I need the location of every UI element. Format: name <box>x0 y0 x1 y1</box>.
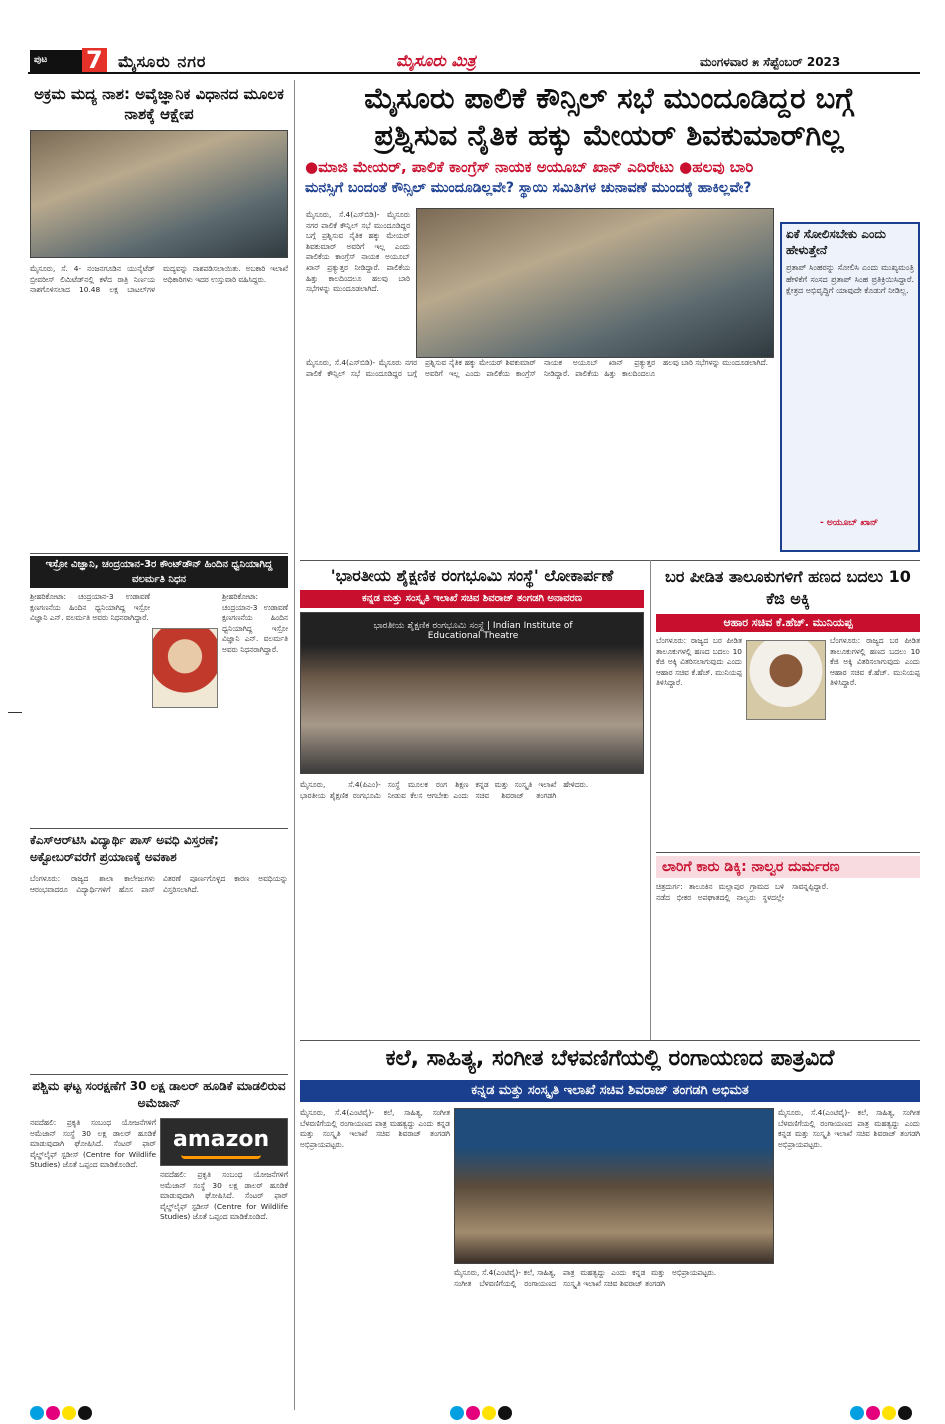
theatre-story-headline: 'ಭಾರತೀಯ ಶೈಕ್ಷಣಿಕ ರಂಗಭೂಮಿ ಸಂಸ್ಥೆ' ಲೋಕಾರ್ಪಣೆ <box>330 566 614 585</box>
side-box-signature: - ಅಯೂಬ್ ಖಾನ್ <box>820 518 879 528</box>
page-label: ಪುಟ <box>34 55 48 65</box>
isro-story-body-2: ಶ್ರೀಹರಿಕೋಟಾ: ಚಂದ್ರಯಾನ-3 ಉಡಾವಣೆ ಕ್ಷಣಗಣನೆಯ ಹಿಂದಿನ ಧ್ವನಿಯಾಗಿದ್ದ ಇಸ್ರೋ ವಿಜ್ಞಾನಿ ಎನ್. ವಲರ್ಮತಿ ಅವರು ನಿಧನರಾಗಿದ್ದಾರೆ. <box>222 592 288 654</box>
date-line: ಮಂಗಳವಾರ ೫ ಸೆಪ್ಟೆಂಬರ್ 2023 <box>700 55 841 69</box>
cmyk-black-dot-center <box>498 1406 512 1420</box>
isro-story-body: ಶ್ರೀಹರಿಕೋಟಾ: ಚಂದ್ರಯಾನ-3 ಉಡಾವಣೆ ಕ್ಷಣಗಣನೆಯ ಹಿಂದಿನ ಧ್ವನಿಯಾಗಿದ್ದ ಇಸ್ರೋ ವಿಜ್ಞಾನಿ ಎನ್. ವಲರ್ಮತಿ ಅವರು ನಿಧನರಾಗಿದ್ದಾರೆ. <box>30 592 150 623</box>
cmyk-magenta-dot <box>46 1406 60 1420</box>
lead-headline-line-1: ಮೈಸೂರು ಪಾಲಿಕೆ ಕೌನ್ಸಿಲ್ ಸಭೆ ಮುಂದೂಡಿದ್ದರ ಬಗ್ಗೆ <box>364 81 854 115</box>
rangayana-story-photo <box>454 1108 774 1264</box>
amazon-smile-icon <box>181 1155 261 1159</box>
car-story-headline: ಲಾರಿಗೆ ಕಾರು ಡಿಕ್ಕಿ: ನಾಲ್ವರ ದುರ್ಮರಣ <box>656 856 920 878</box>
ksrtc-story-headline: ಕೆಎಸ್‌ಆರ್‌ಟಿಸಿ ವಿದ್ಯಾರ್ಥಿ ಪಾಸ್ ಅವಧಿ ವಿಸ್ತರಣೆ; ಅಕ್ಟೋಬರ್‌ವರೆಗೆ ಪ್ರಯಾಣಕ್ಕೆ ಅವಕಾಶ <box>30 833 219 864</box>
theatre-story-banner: ಕನ್ನಡ ಮತ್ತು ಸಂಸ್ಕೃತಿ ಇಲಾಖೆ ಸಚಿವ ಶಿವರಾಜ್ ತಂಗಡಗಿ ಅನಾವರಣ <box>300 590 644 608</box>
amazon-logo-text: amazon <box>173 1127 270 1152</box>
amazon-story-body: ನವದೆಹಲಿ: ಪ್ರಕೃತಿ ಸಂಬಂಧ ಯೋಜನೆಗಳಿಗೆ ಅಮೆಜಾನ್ ಸಂಸ್ಥೆ 30 ಲಕ್ಷ ಡಾಲರ್ ಹೂಡಿಕೆ ಮಾಡುವುದಾಗಿ ಘೋಷಿಸಿದೆ. ಸೆಂಟರ್ ಫಾರ್ ವೈಲ್ಡ್‌ಲೈಫ್ ಸ್ಟಡೀಸ್ (Centre for Wildlife Studies) ಜೊತೆ ಒಪ್ಪಂದ ಮಾಡಿಕೊಂಡಿದೆ. <box>30 1118 156 1170</box>
lead-subheadline-1: ●ಮಾಜಿ ಮೇಯರ್, ಪಾಲಿಕೆ ಕಾಂಗ್ರೆಸ್ ನಾಯಕ ಅಯೂಬ್ ಖಾನ್ ಎದಿರೇಟು ●ಹಲವು ಬಾರಿ <box>305 158 754 176</box>
theatre-story-photo <box>300 612 644 774</box>
rangayana-story-body: ಮೈಸೂರು, ಸೆ.4(ಎಂಟಿವೈ)- ಕಲೆ, ಸಾಹಿತ್ಯ, ಸಂಗೀತ ಬೆಳವಣಿಗೆಯಲ್ಲಿ ರಂಗಾಯಣದ ಪಾತ್ರ ಮಹತ್ವದ್ದು ಎಂದು ಕನ್ನಡ ಮತ್ತು ಸಂಸ್ಕೃತಿ ಇಲಾಖೆ ಸಚಿವ ಶಿವರಾಜ್ ತಂಗಡಗಿ ಅಭಿಪ್ರಾಯಪಟ್ಟರು. <box>300 1108 450 1149</box>
cmyk-cyan-dot <box>30 1406 44 1420</box>
side-box-body: ಪ್ರತಾಪ್ ಸಿಂಹರನ್ನು ಸೋಲಿಸಿ ಎಂದು ಮುಖ್ಯಮಂತ್ರಿ ಹೇಳಿಕೆಗೆ ಸಂಸದ ಪ್ರತಾಪ್ ಸಿಂಹ ಪ್ರತಿಕ್ರಿಯಿಸಿದ್ದಾರೆ. ಕ್ಷೇತ್ರದ ಅಭಿವೃದ್ಧಿಗೆ ಯಾವುದೇ ಕೊಡುಗೆ ನೀಡಿಲ್ಲ. <box>786 263 914 295</box>
crop-mark <box>8 712 22 713</box>
cmyk-cyan-dot-right <box>850 1406 864 1420</box>
liquor-story-headline: ಅಕ್ರಮ ಮದ್ಯ ನಾಶ: ಅವೈಜ್ಞಾನಿಕ ವಿಧಾನದ ಮೂಲಕ ನಾಶಕ್ಕೆ ಆಕ್ಷೇಪ <box>34 85 284 123</box>
cmyk-yellow-dot <box>62 1406 76 1420</box>
page-badge <box>30 46 106 74</box>
cmyk-magenta-dot-center <box>466 1406 480 1420</box>
side-box-headline: ಏಕೆ ಸೋಲಿಸಬೇಕು ಎಂದು ಹೇಳುತ್ತೇನೆ <box>786 227 886 257</box>
rangayana-story-banner: ಕನ್ನಡ ಮತ್ತು ಸಂಸ್ಕೃತಿ ಇಲಾಖೆ ಸಚಿವ ಶಿವರಾಜ್ ತಂಗಡಗಿ ಅಭಿಮತ <box>300 1080 920 1102</box>
muniyappa-portrait <box>746 640 826 720</box>
rice-story-headline: ಬರ ಪೀಡಿತ ತಾಲೂಕುಗಳಿಗೆ ಹಣದ ಬದಲು 10 ಕೆಜಿ ಅಕ್ಕಿ <box>665 567 911 608</box>
rangayana-story-headline: ಕಲೆ, ಸಾಹಿತ್ಯ, ಸಂಗೀತ ಬೆಳವಣಿಗೆಯಲ್ಲಿ ರಂಗಾಯಣದ ಪಾತ್ರವಿದೆ <box>385 1046 835 1071</box>
lead-headline-line-2: ಪ್ರಶ್ನಿಸುವ ನೈತಿಕ ಹಕ್ಕು ಮೇಯರ್ ಶಿವಕುಮಾರ್‌ಗಿಲ್ಲ <box>374 118 844 152</box>
lead-body-continued: ಮೈಸೂರು, ಸೆ.4(ಎಸ್‌ಬಿಡಿ)- ಮೈಸೂರು ನಗರ ಪಾಲಿಕೆ ಕೌನ್ಸಿಲ್ ಸಭೆ ಮುಂದೂಡಿದ್ದರ ಬಗ್ಗೆ ಪ್ರಶ್ನಿಸುವ ನೈತಿಕ ಹಕ್ಕು ಮೇಯರ್ ಶಿವಕುಮಾರ್ ಅವರಿಗೆ ಇಲ್ಲ ಎಂದು ಪಾಲಿಕೆಯ ಕಾಂಗ್ರೆಸ್ ನಾಯಕ ಅಯೂಬ್ ಖಾನ್ ಪ್ರತ್ಯುತ್ತರ ನೀಡಿದ್ದಾರೆ. ಪಾಲಿಕೆಯ ಹಿತ್ತು ಕಾಲದಿಂದಲೂ ಹಲವು ಬಾರಿ ಸಭೆಗಳನ್ನು ಮುಂದೂಡಲಾಗಿದೆ. <box>306 358 768 378</box>
rangayana-story-body-3: ಮೈಸೂರು, ಸೆ.4(ಎಂಟಿವೈ)- ಕಲೆ, ಸಾಹಿತ್ಯ, ಸಂಗೀತ ಬೆಳವಣಿಗೆಯಲ್ಲಿ ರಂಗಾಯಣದ ಪಾತ್ರ ಮಹತ್ವದ್ದು ಎಂದು ಕನ್ನಡ ಮತ್ತು ಸಂಸ್ಕೃತಿ ಇಲಾಖೆ ಸಚಿವ ಶಿವರಾಜ್ ತಂಗಡಗಿ ಅಭಿಪ್ರಾಯಪಟ್ಟರು. <box>778 1108 920 1149</box>
lead-headline <box>300 80 918 154</box>
rice-story-body-2: ಬೆಂಗಳೂರು: ರಾಜ್ಯದ ಬರ ಪೀಡಿತ ತಾಲೂಕುಗಳಲ್ಲಿ ಹಣದ ಬದಲು 10 ಕೆಜಿ ಅಕ್ಕಿ ವಿತರಿಸಲಾಗುವುದು ಎಂದು ಆಹಾರ ಸಚಿವ ಕೆ.ಹೆಚ್. ಮುನಿಯಪ್ಪ ತಿಳಿಸಿದ್ದಾರೆ. <box>830 636 920 688</box>
lead-body-column: ಮೈಸೂರು, ಸೆ.4(ಎಸ್‌ಬಿಡಿ)- ಮೈಸೂರು ನಗರ ಪಾಲಿಕೆ ಕೌನ್ಸಿಲ್ ಸಭೆ ಮುಂದೂಡಿದ್ದರ ಬಗ್ಗೆ ಪ್ರಶ್ನಿಸುವ ನೈತಿಕ ಹಕ್ಕು ಮೇಯರ್ ಶಿವಕುಮಾರ್ ಅವರಿಗೆ ಇಲ್ಲ ಎಂದು ಪಾಲಿಕೆಯ ಕಾಂಗ್ರೆಸ್ ನಾಯಕ ಅಯೂಬ್ ಖಾನ್ ಪ್ರತ್ಯುತ್ತರ ನೀಡಿದ್ದಾರೆ. ಪಾಲಿಕೆಯ ಹಿತ್ತು ಕಾಲದಿಂದಲೂ ಹಲವು ಬಾರಿ ಸಭೆಗಳನ್ನು ಮುಂದೂಡಲಾಗಿದೆ. <box>306 210 410 294</box>
amazon-logo-image <box>160 1118 288 1166</box>
liquor-story-body: ಮೈಸೂರು, ಸೆ. 4- ನಂಜನಗೂಡಿನ ಯುನೈಟೆಡ್ ಬ್ರೀವರೀಸ್ ಲಿಮಿಟೆಡ್‌ನಲ್ಲಿ ಕಳೆದ ರಾತ್ರಿ ನಿರ್ಣಯ ನಾಶಗೊಳಿಸಲಾದ 10.48 ಲಕ್ಷ ಬಾಟಲ್‌ಗಳ ಮದ್ಯವನ್ನು ನಾಶಪಡಿಸಲಾಯಿತು. ಅಬಕಾರಿ ಇಲಾಖೆ ಅಧಿಕಾರಿಗಳು ಇದರ ಉಸ್ತುವಾರಿ ವಹಿಸಿದ್ದರು. <box>30 264 288 295</box>
isro-story-headline: ಇಸ್ರೋ ವಿಜ್ಞಾನಿ, ಚಂದ್ರಯಾನ-3ರ ಕೌಂಟ್‌ಡೌನ್ ಹಿಂದಿನ ಧ್ವನಿಯಾಗಿದ್ದ ವಲರ್ಮತಿ ನಿಧನ <box>30 556 288 588</box>
ksrtc-story-body: ಬೆಂಗಳೂರು: ರಾಜ್ಯದ ಶಾಲಾ ಕಾಲೇಜುಗಳು ಆರಂಭವಾದರೂ ವಿದ್ಯಾರ್ಥಿಗಳಿಗೆ ಹೊಸ ಪಾಸ್ ವಿತರಣೆ ಪೂರ್ಣಗೊಳ್ಳದ ಕಾರಣ ಅವಧಿಯನ್ನು ವಿಸ್ತರಿಸಲಾಗಿದೆ. <box>30 874 288 894</box>
cmyk-yellow-dot-center <box>482 1406 496 1420</box>
cmyk-black-dot <box>78 1406 92 1420</box>
cmyk-magenta-dot-right <box>866 1406 880 1420</box>
rangayana-story-body-2: ಮೈಸೂರು, ಸೆ.4(ಎಂಟಿವೈ)- ಕಲೆ, ಸಾಹಿತ್ಯ, ಸಂಗೀತ ಬೆಳವಣಿಗೆಯಲ್ಲಿ ರಂಗಾಯಣದ ಪಾತ್ರ ಮಹತ್ವದ್ದು ಎಂದು ಕನ್ನಡ ಮತ್ತು ಸಂಸ್ಕೃತಿ ಇಲಾಖೆ ಸಚಿವ ಶಿವರಾಜ್ ತಂಗಡಗಿ ಅಭಿಪ್ರಾಯಪಟ್ಟರು. <box>454 1268 717 1288</box>
cmyk-yellow-dot-right <box>882 1406 896 1420</box>
cmyk-black-dot-right <box>898 1406 912 1420</box>
car-story-body: ಚಿತ್ರದುರ್ಗ: ತಾಲೂಕಿನ ಮಲ್ಲಾಪುರ ಗ್ರಾಮದ ಬಳಿ ನಡೆದ ಭೀಕರ ಅಪಘಾತದಲ್ಲಿ ನಾಲ್ವರು ಸ್ಥಳದಲ್ಲೇ ಸಾವನ್ನಪ್ಪಿದ್ದಾರೆ. <box>656 882 829 902</box>
theatre-photo-banner-text: ಭಾರತೀಯ ಶೈಕ್ಷಣಿಕ ರಂಗಭೂಮಿ ಸಂಸ್ಥೆ | Indian Institute of Educational Theatre <box>373 621 573 641</box>
rice-story-banner: ಆಹಾರ ಸಚಿವ ಕೆ.ಹೆಚ್. ಮುನಿಯಪ್ಪ <box>656 614 920 632</box>
theatre-story-body: ಮೈಸೂರು, ಸೆ.4(ಪಿಎಂ)- ಭಾರತೀಯ ಶೈಕ್ಷಣಿಕ ರಂಗಭೂಮಿ ಸಂಸ್ಥೆ ಮೂಲಕ ರಂಗ ಶಿಕ್ಷಣ ನೀಡುವ ಕೆಲಸ ಆಗಬೇಕು ಎಂದು ಕನ್ನಡ ಮತ್ತು ಸಂಸ್ಕೃತಿ ಇಲಾಖೆ ಸಚಿವ ಶಿವರಾಜ್ ತಂಗಡಗಿ ಹೇಳಿದರು. <box>300 780 589 800</box>
lead-subheadline-2: ಮನಸ್ಸಿಗೆ ಬಂದಂತೆ ಕೌನ್ಸಿಲ್ ಮುಂದೂಡಿಲ್ಲವೇ? ಸ್ಥಾಯಿ ಸಮಿತಿಗಳ ಚುನಾವಣೆ ಮುಂದಕ್ಕೆ ಹಾಕಿಲ್ಲವೇ? <box>305 180 752 196</box>
amazon-story-body-2: ನವದೆಹಲಿ: ಪ್ರಕೃತಿ ಸಂಬಂಧ ಯೋಜನೆಗಳಿಗೆ ಅಮೆಜಾನ್ ಸಂಸ್ಥೆ 30 ಲಕ್ಷ ಡಾಲರ್ ಹೂಡಿಕೆ ಮಾಡುವುದಾಗಿ ಘೋಷಿಸಿದೆ. ಸೆಂಟರ್ ಫಾರ್ ವೈಲ್ಡ್‌ಲೈಫ್ ಸ್ಟಡೀಸ್ (Centre for Wildlife Studies) ಜೊತೆ ಒಪ್ಪಂದ ಮಾಡಿಕೊಂಡಿದೆ. <box>160 1170 288 1222</box>
amazon-story-headline: ಪಶ್ಚಿಮ ಘಟ್ಟ ಸಂರಕ್ಷಣೆಗೆ 30 ಲಕ್ಷ ಡಾಲರ್ ಹೂಡಿಕೆ ಮಾಡಲಿರುವ ಅಮೆಜಾನ್ <box>32 1079 286 1110</box>
page-number: 7 <box>82 48 107 72</box>
lead-photo <box>416 208 774 358</box>
newspaper-name: ಮೈಸೂರು ಮಿತ್ರ <box>396 51 476 70</box>
column-rule-2 <box>650 560 651 1040</box>
liquor-story-photo <box>30 130 288 258</box>
section-title: ಮೈಸೂರು ನಗರ <box>118 52 207 71</box>
rice-story-body: ಬೆಂಗಳೂರು: ರಾಜ್ಯದ ಬರ ಪೀಡಿತ ತಾಲೂಕುಗಳಲ್ಲಿ ಹಣದ ಬದಲು 10 ಕೆಜಿ ಅಕ್ಕಿ ವಿತರಿಸಲಾಗುವುದು ಎಂದು ಆಹಾರ ಸಚಿವ ಕೆ.ಹೆಚ್. ಮುನಿಯಪ್ಪ ತಿಳಿಸಿದ್ದಾರೆ. <box>656 636 742 688</box>
valarmathi-portrait <box>152 628 218 708</box>
cmyk-cyan-dot-center <box>450 1406 464 1420</box>
column-rule <box>294 80 295 1410</box>
